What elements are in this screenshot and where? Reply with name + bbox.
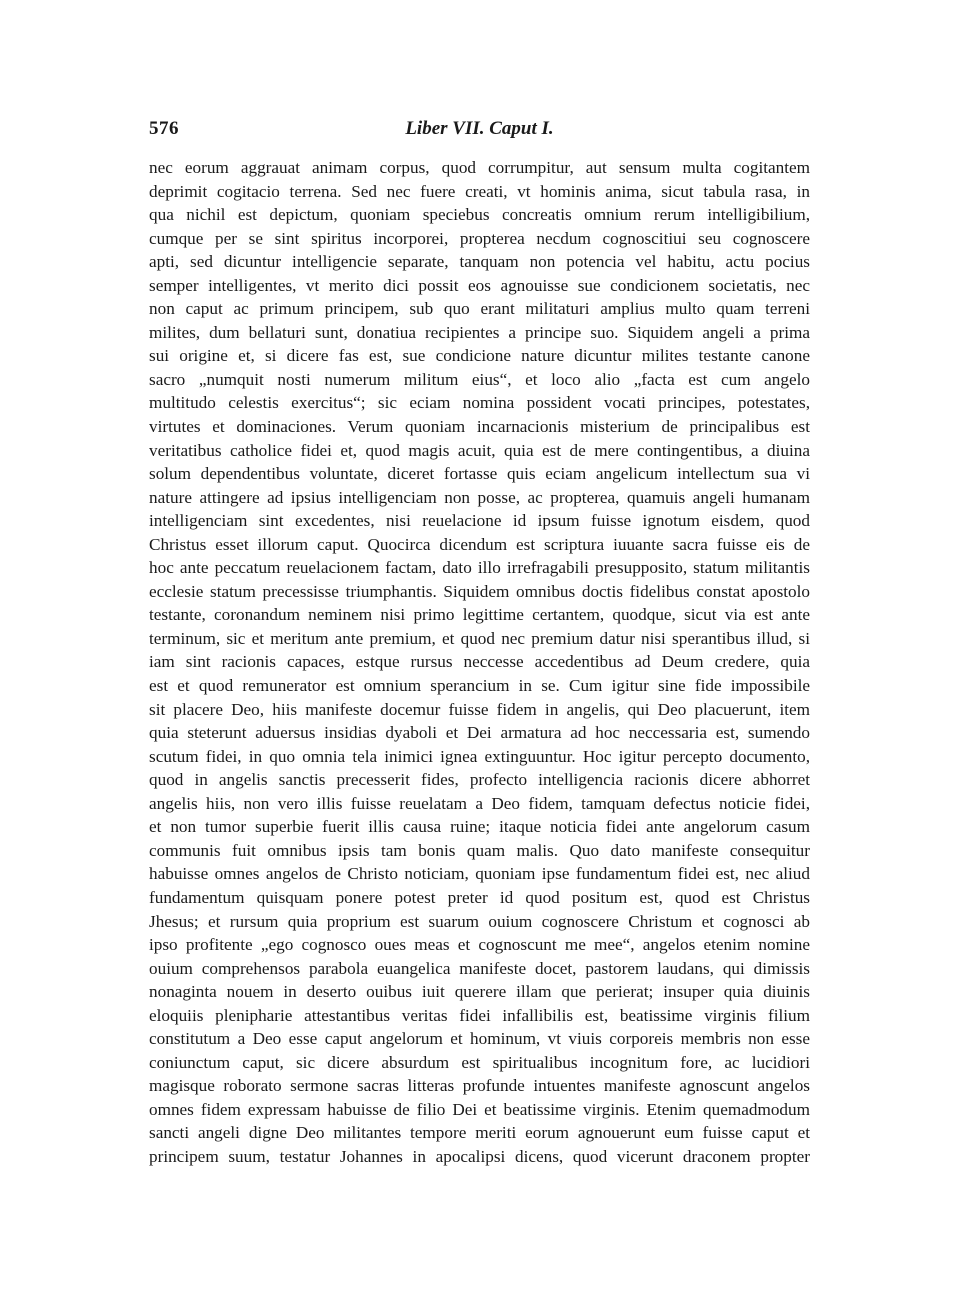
text-line: fundamentum quisquam ponere potest preter id quod positum est, quod est Christus bbox=[149, 887, 810, 907]
text-line: Christus esset illorum caput. Quocirca dicendum est scriptura iuuante sacra fuisse eis de bbox=[149, 534, 810, 554]
text-line: scutum fidei, in quo omnia tela inimici ignea extinguuntur. Hoc igitur percepto documento, bbox=[149, 746, 810, 766]
text-line: est et quod remunerator est omnium sperancium in se. Cum igitur sine fide impossibile bbox=[149, 676, 810, 696]
text-line: milites, dum bellaturi sunt, donatiua recipientes a principe suo. Siquidem angeli a prima bbox=[149, 322, 810, 342]
running-title: Liber VII. Caput I. bbox=[405, 118, 554, 139]
text-line: intelligenciam sint excedentes, nisi reuelacione id ipsum fuisse ignotum eisdem, quod bbox=[149, 511, 810, 531]
text-line: nonaginta nouem in deserto ouibus iuit querere illam que perierat; insuper quia diuinis bbox=[149, 982, 810, 1002]
text-line: solum dependentibus voluntate, diceret fortasse quis eciam angelicum intellectum sua vi bbox=[149, 464, 810, 484]
text-line: constitutum a Deo esse caput angelorum et hominum, vt viuis corporeis membris non esse bbox=[149, 1029, 810, 1049]
page-number: 576 bbox=[149, 118, 179, 139]
text-line: eloquiis plenipharie attestantibus veritas fidei infallibilis est, beatissime virginis filium bbox=[149, 1005, 810, 1025]
text-line: sui origine et, si dicere fas est, sue condicione nature dicuntur milites testante canone bbox=[149, 346, 810, 366]
text-line: angelis hiis, non vero illis fuisse reuelatam a Deo fidem, tamquam defectus noticie fidei, bbox=[149, 793, 810, 813]
text-line: virtutes et dominaciones. Verum quoniam incarnacionis misterium de principalibus est bbox=[149, 417, 810, 437]
text-line: nature attingere ad ipsius intelligenciam non posse, ac propterea, quamuis angeli humanam bbox=[149, 487, 810, 507]
text-line: non caput ac primum principem, sub quo erant militaturi amplius multo quam terreni bbox=[149, 299, 810, 319]
text-line: testante, coronandum neminem nisi primo legittime certantem, quodque, sicut via est ante bbox=[149, 605, 810, 625]
text-line: qua nichil est depictum, quoniam speciebus concreatis omnium rerum intelligibilium, bbox=[149, 205, 810, 225]
text-line: coniunctum caput, sic dicere absurdum est spiritualibus incognitum fore, ac lucidiori bbox=[149, 1052, 810, 1072]
text-line: magisque roborato sermone sacras litteras profunde intuentes manifeste agnoscunt angelos bbox=[149, 1076, 810, 1096]
text-line: nec eorum aggrauat animam corpus, quod corrumpitur, aut sensum multa cogitantem bbox=[149, 158, 810, 177]
text-line: sacro „numquit nosti numerum militum eius“, et loco alio „facta est cum angelo bbox=[149, 369, 810, 389]
text-line: ouium comprehensos parabola euangelica manifeste docet, pastorem laudans, qui dimissis bbox=[149, 958, 810, 978]
text-line: apti, sed dicuntur intelligencie separate, tanquam non potencia vel habitu, actu pocius bbox=[149, 252, 810, 272]
text-line: habuisse omnes angelos de Christo noticiam, quoniam ipse fundamentum fidei est, nec aliud bbox=[149, 864, 810, 884]
text-line: sancti angeli digne Deo militantes tempore meriti eorum agnouerunt eum fuisse caput et bbox=[149, 1123, 810, 1143]
text-line: terminum, sic et meritum ante premium, et quod nec premium datur nisi sperantibus illud, si bbox=[149, 628, 810, 648]
text-line: multitudo celestis exercitus“; sic eciam nomina possident vocati principes, potestates, bbox=[149, 393, 810, 413]
text-line: semper intelligentes, vt merito dici possit eos agnouisse sue condicionem societatis, nec bbox=[149, 275, 810, 295]
text-line: iam sint racionis capaces, estque rursus neccesse accedentibus ad Deum credere, quia bbox=[149, 652, 810, 672]
text-line: ipso profitente „ego cognosco oues meas et cognoscunt me mee“, angelos etenim nomine bbox=[149, 935, 810, 955]
text-line: veritatibus catholice fidei et, quod magis acuit, quia est de mere contingentibus, a diuina bbox=[149, 440, 810, 460]
text-line: et non tumor superbie fuerit illis causa ruine; itaque noticia fidei ante angelorum casum bbox=[149, 817, 810, 837]
text-line: ecclesie statum precessisse triumphantis. Siquidem omnibus doctis fidelibus constat apostolo bbox=[149, 581, 810, 601]
text-line: sit placere Deo, hiis manifeste docemur fuisse fidem in angelis, qui Deo placuerunt, item bbox=[149, 699, 810, 719]
text-line: quia steterunt aduersus insidias dyaboli et Dei armatura ad hoc neccessaria est, sumendo bbox=[149, 723, 810, 743]
body-text bbox=[149, 156, 810, 1169]
text-line: communis fuit omnibus ipsis tam bonis quam malis. Quo dato manifeste consequitur bbox=[149, 840, 810, 860]
text-line: deprimit cogitacio terrena. Sed nec fuere creati, vt hominis anima, sicut tabula rasa, in bbox=[149, 181, 810, 201]
page-header bbox=[149, 118, 810, 144]
text-line: quod in angelis sanctis precesserit fides, profecto intelligencia racionis dicere abhorret bbox=[149, 770, 810, 790]
text-line: cumque per se sint spiritus incorporei, propterea necdum cognoscitiui seu cognoscere bbox=[149, 228, 810, 248]
text-line: Jhesus; et rursum quia proprium est suarum ouium cognoscere Christum et cognosci ab bbox=[149, 911, 810, 931]
text-line: principem suum, testatur Johannes in apocalipsi dicens, quod vicerunt draconem propter bbox=[149, 1146, 810, 1166]
text-line: hoc ante peccatum reuelacionem factam, dato illo irrefragabili presupposito, statum militantis bbox=[149, 558, 810, 578]
text-line: omnes fidem expressam habuisse de filio Dei et beatissime virginis. Etenim quemadmodum bbox=[149, 1099, 810, 1119]
